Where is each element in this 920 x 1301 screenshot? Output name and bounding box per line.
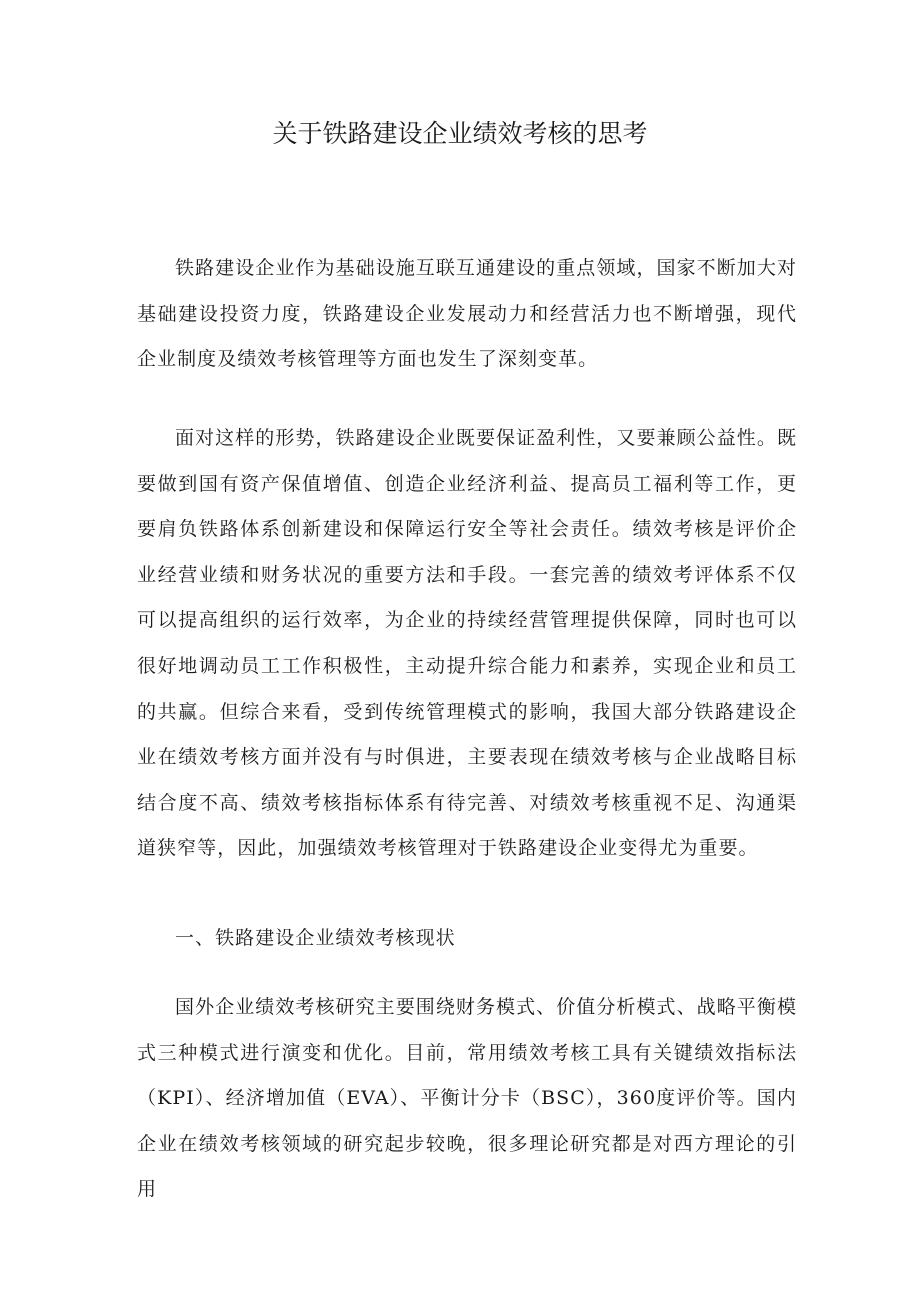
paragraph-2: 面对这样的形势，铁路建设企业既要保证盈利性，又要兼顾公益性。既要做到国有资产保值增值、创造企业经济利益、提高员工福利等工作，更要肩负铁路体系创新建设和保障运行安全等社会责任。绩效考核是评价企业经营业绩和财务状况的重要方法和手段。一套完善的绩效考评体系不仅可以提高组织的运行效率，为企业的持续经营管理提供保障，同时也可以很好地调动员工工作积极性，主动提升综合能力和素养，实现企业和员工的共赢。但综合来看，受到传统管理模式的影响，我国大部分铁路建设企业在绩效考核方面并没有与时俱进，主要表现在绩效考核与企业战略目标结合度不高、绩效考核指标体系有待完善、对绩效考核重视不足、沟通渠道狭窄等，因此，加强绩效考核管理对于铁路建设企业变得尤为重要。 — [137, 427, 797, 860]
intro-section — [137, 246, 797, 383]
status-section — [137, 985, 797, 1213]
context-section — [137, 416, 797, 872]
paragraph-1: 铁路建设企业作为基础设施互联互通建设的重点领域，国家不断加大对基础建设投资力度，铁路建设企业发展动力和经营活力也不断增强，现代企业制度及绩效考核管理等方面也发生了深刻变革。 — [137, 257, 797, 371]
paragraph-3: 国外企业绩效考核研究主要围绕财务模式、价值分析模式、战略平衡模式三种模式进行演变和优化。目前，常用绩效考核工具有关键绩效指标法（KPI）、经济增加值（EVA）、平衡计分卡（BSC），360度评价等。国内企业在绩效考核领域的研究起步较晚，很多理论研究都是对西方理论的引用 — [137, 996, 797, 1201]
document-title: 关于铁路建设企业绩效考核的思考 — [272, 119, 648, 148]
section-heading: 一、铁路建设企业绩效考核现状 — [175, 927, 456, 949]
